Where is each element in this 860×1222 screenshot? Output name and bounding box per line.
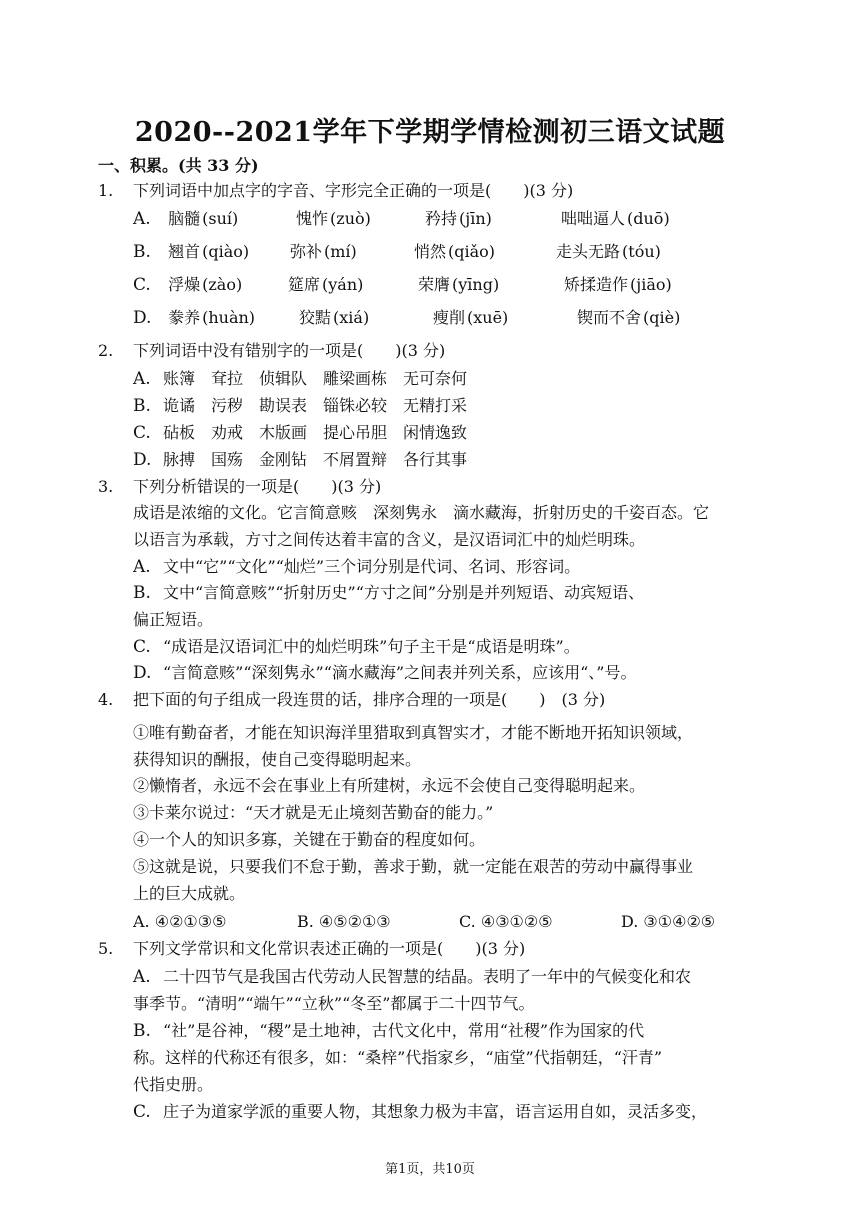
option-label: C. [133,275,151,295]
q1-option-a-word2 [296,209,371,229]
option-text: “社”是谷神，“稷”是土地神，古代文化中，常用“社稷”作为国家的代 [163,1021,645,1040]
pinyin: (zào) [202,275,243,294]
q2-option-c [133,423,467,443]
q2-option-d [133,450,467,470]
word: 走头无路 [556,242,621,261]
pinyin: (qiào) [202,242,250,261]
q1-option-d [133,308,255,328]
sentence-line: 获得知识的酬报，使自己变得聪明起来。 [133,750,422,769]
q1-option-c-word2 [288,275,363,295]
q3-option-c [133,637,580,657]
pinyin: (duō) [627,209,670,228]
q5-option-c [133,1102,707,1122]
word: 咄咄逼人 [561,209,626,228]
q1-option-a-word3 [425,209,492,229]
pinyin: (yīng) [452,275,500,294]
question-stem: 把下面的句子组成一段连贯的话，排序合理的一项是( ) (3 分) [133,690,606,709]
word: 矫揉造作 [564,275,629,294]
option-text: 文中“它”“文化”“灿烂”三个词分别是代词、名词、形容词。 [163,557,581,576]
question-stem: 下列文学常识和文化常识表述正确的一项是( )(3 分) [133,939,526,958]
word: 瘦削 [433,308,466,327]
question-number: 1. [98,181,114,200]
pinyin: (yán) [322,275,364,294]
question-stem: 下列分析错误的一项是( )(3 分) [133,477,382,496]
q1-option-b-word2 [290,242,357,262]
word: 浮燥 [168,275,201,294]
sentence-line: ④一个人的知识多寡，关键在于勤奋的程度如何。 [133,830,486,849]
option-continuation: 称。这样的代称还有很多，如：“桑梓”代指家乡，“庙堂”代指朝廷，“汗青” [133,1048,663,1067]
option-label: A. [133,209,151,229]
q4-option-d: D. ③①④②⑤ [621,912,716,931]
word: 荣膺 [418,275,451,294]
page-title: 2020--2021学年下学期学情检测初三语文试题 [134,117,726,148]
pinyin: (qiǎo) [448,242,496,261]
pinyin: (tóu) [622,242,661,261]
q5-option-b [133,1021,644,1041]
word: 脑髓 [168,209,201,228]
sentence-line: ②懒惰者，永远不会在事业上有所建树，永远不会使自己变得聪明起来。 [133,776,646,795]
q1-option-d-word3 [433,308,508,328]
option-label: B. [133,396,151,416]
q3-option-d [133,663,636,683]
option-text: 文中“言简意赅”“折射历史”“方寸之间”分别是并列短语、动宾短语、 [163,583,645,602]
option-label: C. [133,637,151,657]
option-text: 账簿 耷拉 侦辑队 雕梁画栋 无可奈何 [163,369,468,388]
pinyin: (huàn) [202,308,256,327]
q1-option-d-word4 [577,308,680,328]
option-label: B. [133,583,151,603]
sentence-line: ⑤这就是说，只要我们不怠于勤，善求于勤，就一定能在艰苦的劳动中赢得事业 [133,857,694,876]
word: 锲而不舍 [577,308,642,327]
passage-line: 以语言为承载，方寸之间传达着丰富的含义，是汉语词汇中的灿烂明珠。 [133,530,646,549]
option-continuation: 代指史册。 [133,1075,214,1094]
option-text: 二十四节气是我国古代劳动人民智慧的结晶。表明了一年中的气候变化和农 [163,967,692,986]
q1-option-c-word4 [564,275,672,295]
word: 狡黠 [299,308,332,327]
q2-option-a [133,369,467,389]
pinyin: (xiá) [333,308,370,327]
pinyin: (zuò) [330,209,371,228]
option-label: D. [133,308,152,328]
q1-option-c [133,275,242,295]
q1-option-b-word3 [414,242,495,262]
word: 弥补 [290,242,323,261]
option-text: “成语是汉语词汇中的灿烂明珠”句子主干是“成语是明珠”。 [163,637,580,656]
q4-option-c: C. ④③①②⑤ [459,912,553,931]
question-stem: 下列词语中没有错别字的一项是( )(3 分) [133,341,446,360]
option-label: A. [133,557,151,577]
q1-option-d-word2 [299,308,369,328]
word: 豢养 [168,308,201,327]
word: 愧怍 [296,209,329,228]
option-continuation: 偏正短语。 [133,610,214,629]
section-heading: 一、积累。(共 33 分) [98,156,259,175]
word: 翘首 [168,242,201,261]
option-label: B. [133,242,151,262]
option-text: 诡谲 污秽 勘误表 锱铢必较 无精打采 [163,396,468,415]
pinyin: (suí) [202,209,239,228]
q3-option-a [133,557,580,577]
option-label: B. [133,1021,151,1041]
option-label: D. [133,450,152,470]
pinyin: (jiāo) [630,275,672,294]
option-label: D. [133,663,152,683]
q4-option-a: A. ④②①③⑤ [133,912,227,931]
q1-option-b-word4 [556,242,661,262]
q1-option-a [133,209,238,229]
word: 筵席 [288,275,321,294]
q5-option-a [133,967,691,987]
pinyin: (xuē) [467,308,509,327]
q3-option-b [133,583,644,603]
option-label: A. [133,369,151,389]
sentence-line: ①唯有勤奋者，才能在知识海洋里猎取到真智实才，才能不断地开拓知识领域， [133,723,694,742]
sentence-line: ③卡莱尔说过：“天才就是无止境刻苦勤奋的能力。” [133,803,494,822]
pinyin: (mí) [324,242,357,261]
q1-option-a-word4 [561,209,670,229]
q4-option-b: B. ④⑤②①③ [297,912,391,931]
option-continuation: 事季节。“清明”“端午”“立秋”“冬至”都属于二十四节气。 [133,994,535,1013]
pinyin: (qiè) [643,308,681,327]
option-text: “言简意赅”“深刻隽永”“滴水藏海”之间表并列关系，应该用“、”号。 [163,663,637,682]
passage-line: 成语是浓缩的文化。它言简意赅 深刻隽永 滴水藏海，折射历史的千姿百态。它 [133,503,710,522]
q1-option-c-word3 [418,275,499,295]
option-text: 脉搏 国殇 金刚钻 不屑置辩 各行其事 [163,450,468,469]
option-text: 砧板 劝戒 木版画 提心吊胆 闲情逸致 [163,423,468,442]
option-label: C. [133,1102,151,1122]
word: 矜持 [425,209,458,228]
pinyin: (jīn) [459,209,492,228]
option-label: C. [133,423,151,443]
page-footer: 第1页，共10页 [385,1162,475,1177]
q1-option-b [133,242,249,262]
sentence-line: 上的巨大成就。 [133,884,246,903]
question-stem: 下列词语中加点字的字音、字形完全正确的一项是( )(3 分) [133,181,574,200]
question-number: 2. [98,341,114,360]
question-number: 3. [98,477,114,496]
question-number: 5. [98,939,114,958]
word: 悄然 [414,242,447,261]
option-label: A. [133,967,151,987]
q2-option-b [133,396,467,416]
option-text: 庄子为道家学派的重要人物，其想象力极为丰富，语言运用自如，灵活多变， [163,1102,708,1121]
question-number: 4. [98,690,114,709]
